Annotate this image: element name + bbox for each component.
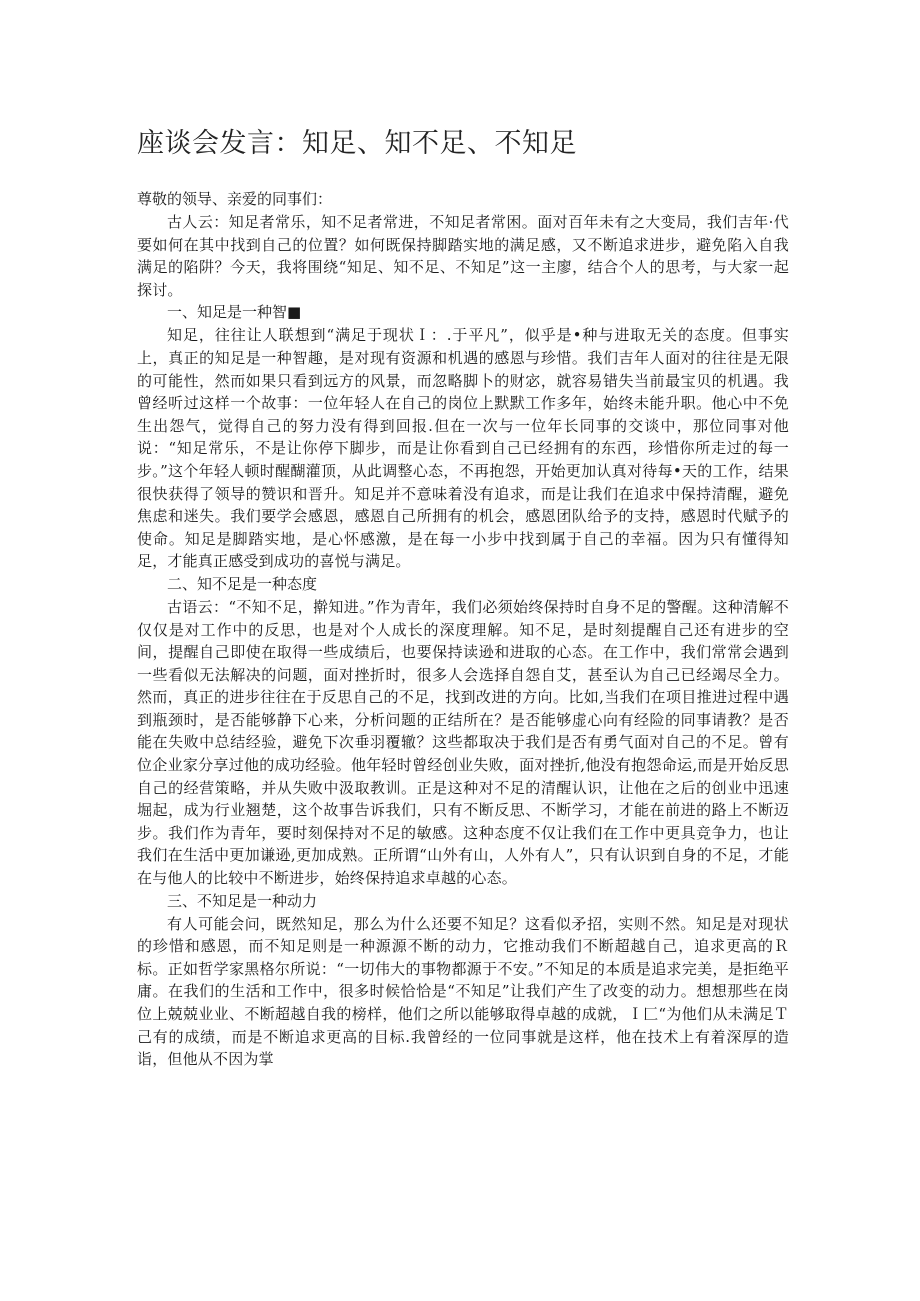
- section-2-paragraph: 古语云：“不知不足，擀知进。”作为青年，我们必须始终保持时自身不足的警醒。这种清解不仅仅是对工作中的反思，也是对个人成长的深度理解。知不足，是时刻提醒自己还有进步的空间，提醒自己即使在取得一些成绩后，也要保持读逊和进取的心态。在工作中，我们常常会遇到一些看似无法解决的问题，面对挫折时，很多人会选择自怨自艾，甚至认为自己已经竭尽全力。然而，真正的进步往往在于反思自己的不足，找到改进的方向。比如,当我们在项目推进过程中遇到瓶颈时，是否能够静下心来，分析问题的正结所在？是否能够虚心向有经险的同事请教？是否能在失败中总结经验，避免下次垂羽覆辙？这些都取决于我们是否有勇气面对自己的不足。曾有位企业家分享过他的成功经验。他年轻时曾经创业失败，面对挫折,他没有抱怨命运,而是开始反思自己的经营策略，并从失败中汲取教训。正是这种对不足的清醒认识，让他在之后的创业中迅速堀起，成为行业翘楚，这个故事告诉我们，只有不断反思、不断学习，才能在前进的路上不断迈步。我们作为青年，要时刻保持对不足的敏感。这种态度不仅让我们在工作中更具竞争力，也让我们在生活中更加谦逊,更加成熟。正所谓“山外有山，人外有人”，只有认识到自身的不足，才能在与他人的比较中不断进步，始终保持追求卓越的心态。: [137, 597, 789, 888]
- intro-paragraph: 古人云：知足者常乐，知不足者常进，不知足者常困。面对百年未有之大变局，我们吉年·代要如何在其中找到自己的位置？如何既保持脚踏实地的满足感，又不断追求进步，避免陷入自我满足的陷阱？今天，我将围绕“知足、知不足、不知足”这一主廖，结合个人的思考，与大家一起探讨。: [137, 213, 789, 299]
- section-2-heading: 二、知不足是一种态度: [167, 574, 318, 593]
- section-1-paragraph: 知足，往往让人联想到“满足于现状Ｉ：.于平凡”，似乎是•种与进取无关的态度。但事实上，真正的知足是一种智趣，是对现有资源和机遇的感恩与珍惜。我们吉年人面对的往往是无限的可能性，然而如果只看到远方的风景，而忽略脚卜的财宓，就容易错失当前最宝贝的机遇。我曾经听过这样一个故事：一位年轻人在自己的岗位上默默工作多年，始终未能升职。他心中不免生出怨气，觉得自己的努力没有得到回报.但在一次与一位年长同事的交谈中，那位同事对他说：“知足常乐，不是让你停下脚步，而是让你看到自己已经拥有的东西，珍惜你所走过的每一步。”这个年轻人顿时醒醐灌顶，从此调整心态，不再抱怨，开始更加认真对待每•天的工作，结果很快获得了领导的赞识和晋升。知足并不意味着没有追求，而是让我们在追求中保持清醒，避免焦虑和迷失。我们要学会感恩，感恩自己所拥有的机会，感恩团队给予的支持，感恩时代赋予的使命。知足是脚踏实地，是心怀感激，是在每一小步中找到属于自己的幸福。因为只有懂得知足，才能真正感受到成功的喜悦与满足。: [137, 326, 789, 571]
- section-3-paragraph: 有人可能会问，既然知足，那么为什么还要不知足？这看似矛招，实则不然。知足是对现状的珍惜和感恩，而不知足则是一种源源不断的动力，它推动我们不断超越自己，追求更高的Ｒ标。正如哲学家黑格尔所说：“一切伟大的事物都源于不安。”不知足的本质是追求完美，是拒绝平庸。在我们的生活和工作中，很多时候恰恰是“不知足”让我们产生了改变的动力。想想那些在岗位上兢兢业业、不断超越自我的榜样，他们之所以能够取得卓越的成就，Ｉ匚“为他们从未满足Ｔ己有的成绩，而是不断追求更高的目标.我曾经的一位同事就是这样，他在技术上有着深厚的造诣，但他从不因为掌: [137, 914, 789, 1069]
- salutation: 尊敬的领导、亲爱的同事们：: [137, 190, 333, 208]
- section-3-heading: 三、不知足是一种动力: [167, 891, 318, 910]
- document-page: [137, 120, 789, 1071]
- section-1-heading: 一、知足是一种智■: [167, 303, 302, 322]
- document-title: 座谈会发言：知足、知不足、不知足: [137, 128, 577, 159]
